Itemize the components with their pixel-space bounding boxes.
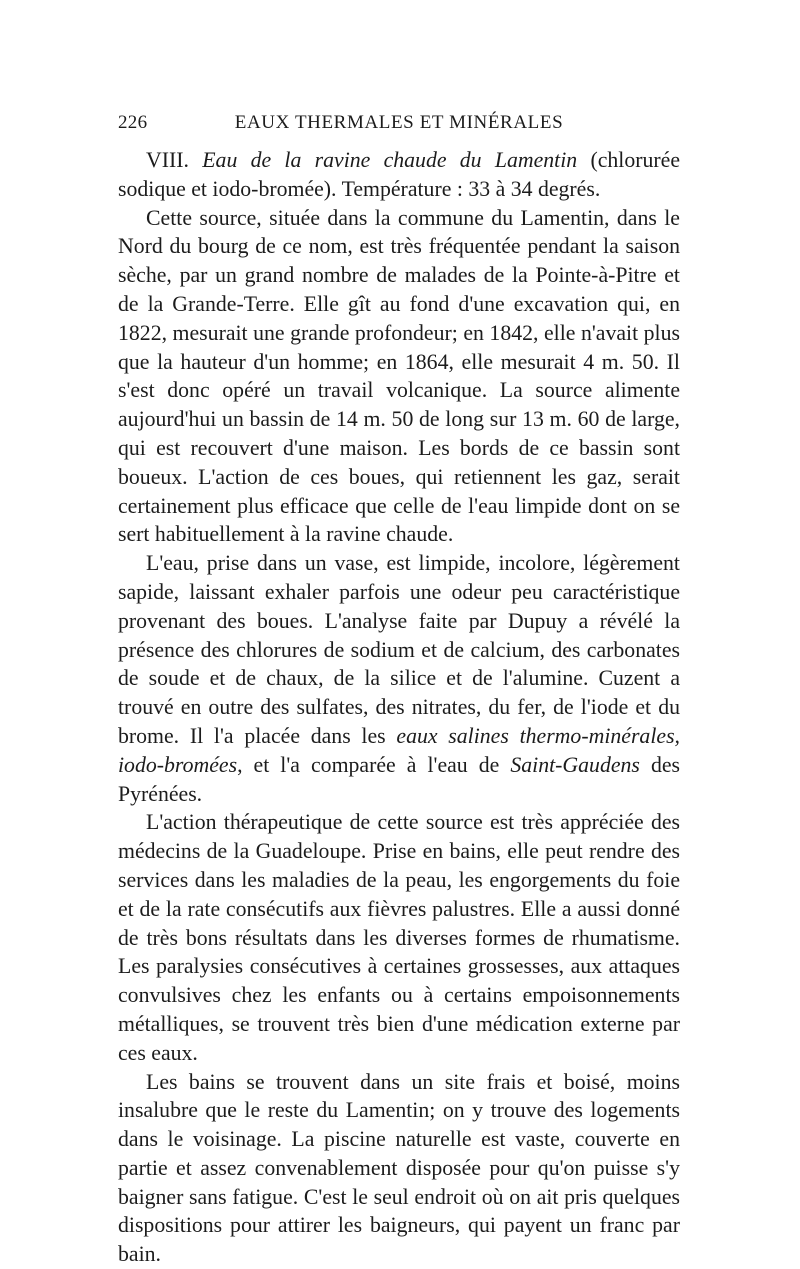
paragraph-therapeutic: L'action thérapeutique de cette source est très appréciée des médecins de la Guadeloupe. Prise en bains, elle peut rendre des services dans les maladies de la peau, les engorgements du foie et de la rate consécutifs aux fièvres palustres. Elle a aussi donné de très bons résultats dans les diverses formes de rhumatisme. Les paralysies consécutives à certaines grossesses, aux attaques convulsives chez les enfants ou à certains empoisonnements métalliques, se trouvent très bien d'une médication externe par ces eaux.: [118, 808, 680, 1067]
analysis-text-1: L'eau, prise dans un vase, est limpide, incolore, légèrement sapide, laissant exhaler parfois une odeur peu caractéristique provenant des boues. L'analyse faite par Dupuy a révélé la présence des chlorures de sodium et de calcium, des carbonates de soude et de chaux, de la silice et de l'alumine. Cuzent a trouvé en outre des sulfates, des nitrates, du fer, de l'iode et du brome. Il l'a placée dans les: [118, 551, 680, 748]
analysis-italic-1: eaux salines thermo-minérales, iodo-bromées: [118, 724, 680, 777]
analysis-text-2: , et l'a comparée à l'eau de: [237, 753, 510, 777]
page-body: [118, 146, 680, 1269]
analysis-italic-2: Saint-Gaudens: [510, 753, 640, 777]
paragraph-analysis: [118, 549, 680, 808]
section-number: VIII.: [146, 148, 202, 172]
paragraph-location: Cette source, située dans la commune du Lamentin, dans le Nord du bourg de ce nom, est très fréquentée pendant la saison sèche, par un grand nombre de malades de la Pointe-à-Pitre et de la Grande-Terre. Elle gît au fond d'une excavation qui, en 1822, mesurait une grande profondeur; en 1842, elle n'avait plus que la hauteur d'un homme; en 1864, elle mesurait 4 m. 50. Il s'est donc opéré un travail volcanique. La source alimente aujourd'hui un bassin de 14 m. 50 de long sur 13 m. 60 de large, qui est recouvert d'une maison. Les bords de ce bassin sont boueux. L'action de ces boues, qui retiennent les gaz, serait certainement plus efficace que celle de l'eau limpide dont on se sert habituellement à la ravine chaude.: [118, 204, 680, 550]
page-number: 226: [118, 112, 147, 134]
source-description: (chlorurée sodique et iodo-bromée). Température : 33 à 34 degrés.: [118, 148, 680, 201]
analysis-text-3: des Pyrénées.: [118, 753, 680, 806]
page-header: [118, 112, 680, 140]
paragraph-source-title: [118, 146, 680, 204]
paragraph-baths: Les bains se trouvent dans un site frais et boisé, moins insalubre que le reste du Lamentin; on y trouve des logements dans le voisinage. La piscine naturelle est vaste, couverte en partie et assez convenablement disposée pour qu'on puisse s'y baigner sans fatigue. C'est le seul endroit où on ait pris quelques dispositions pour attirer les baigneurs, qui payent un franc par bain.: [118, 1068, 680, 1269]
running-title: EAUX THERMALES ET MINÉRALES: [118, 112, 680, 134]
source-name: Eau de la ravine chaude du Lamentin: [202, 148, 577, 172]
